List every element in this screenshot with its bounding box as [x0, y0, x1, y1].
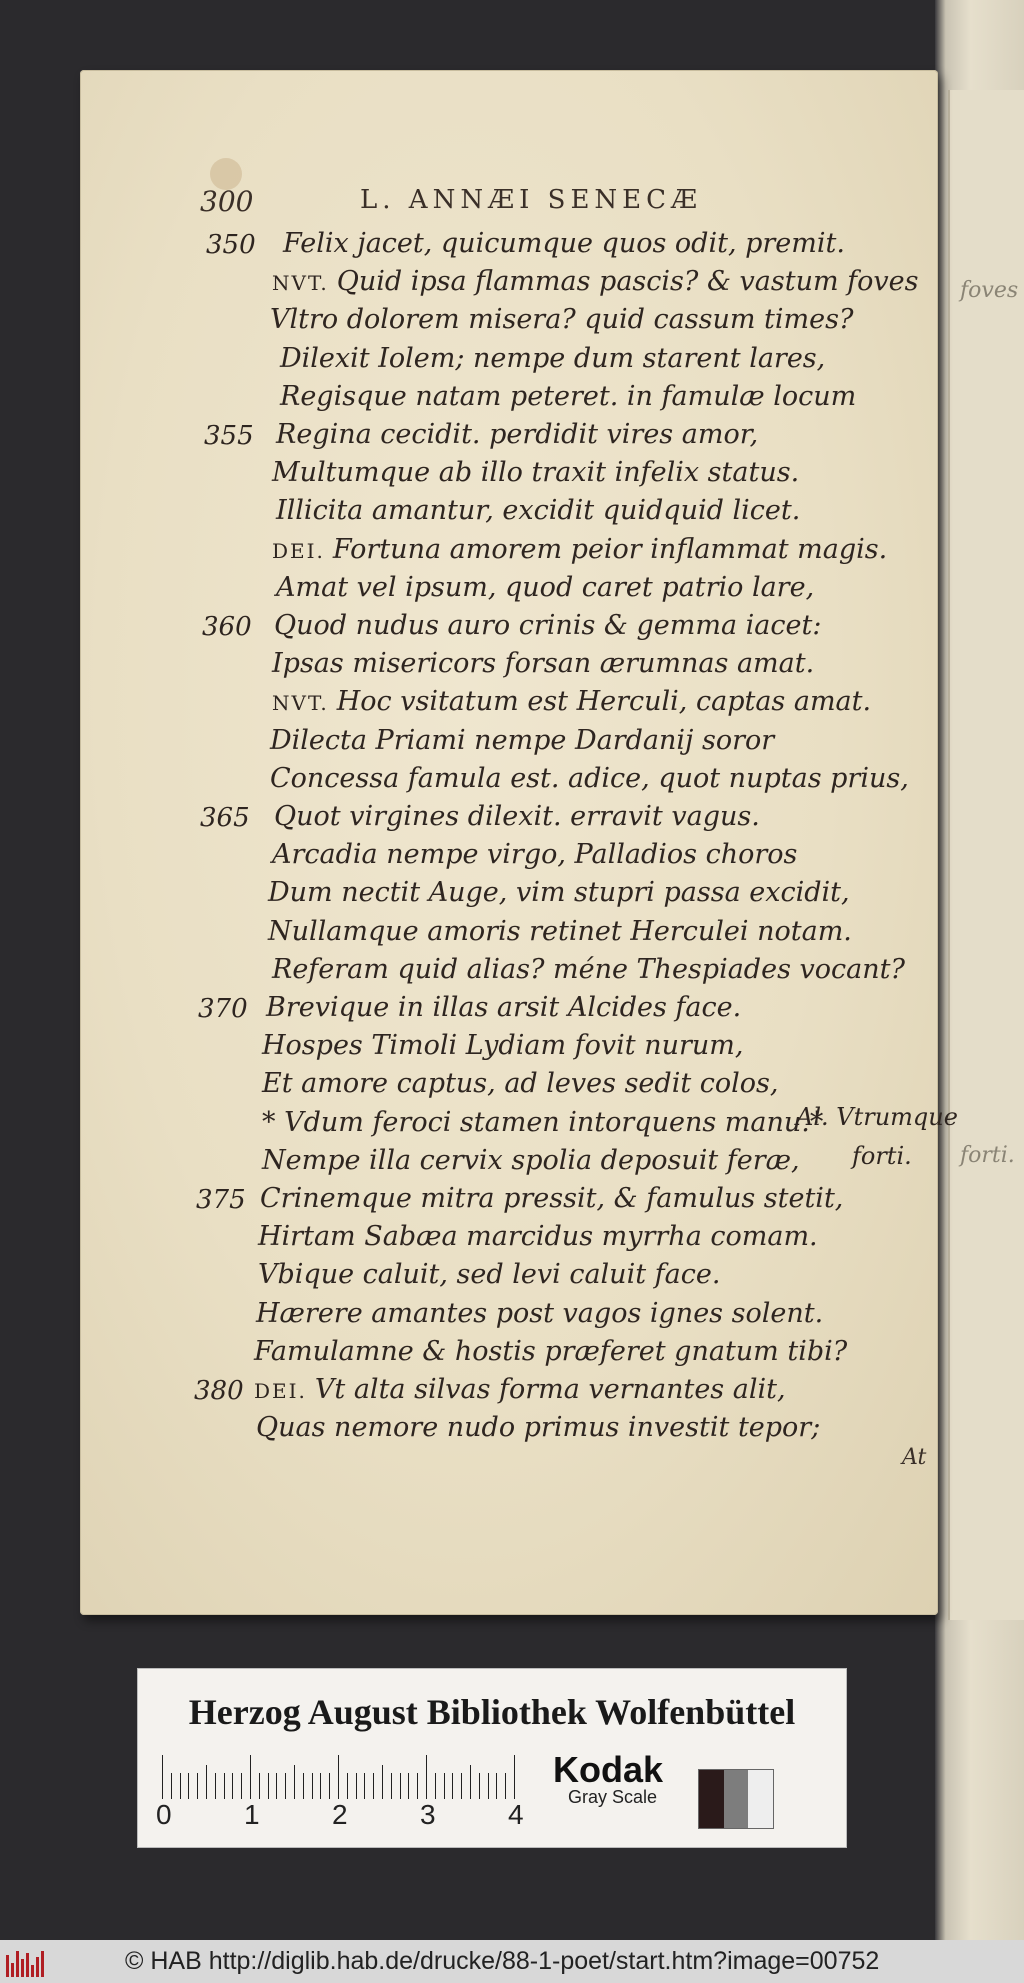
- ruler-tick: [215, 1773, 216, 1799]
- verse-text: Regisque natam peteret. in famulæ locum: [280, 380, 857, 412]
- verse-line: [268, 877, 908, 908]
- line-number: 380: [194, 1376, 244, 1406]
- verse-line: [274, 610, 914, 641]
- hab-logo-icon: [6, 1947, 46, 1977]
- ruler-tick: [496, 1773, 497, 1799]
- verse-text: Brevique in illas arsit Alcides face.: [266, 992, 742, 1023]
- verse-line: [272, 534, 912, 565]
- verse-text: Ipsas misericors forsan ærumnas amat.: [272, 648, 815, 680]
- verse-text: Dilecta Priami nempe Dardanij soror: [270, 724, 775, 756]
- verse-line: [262, 1145, 902, 1176]
- ruler-tick: [435, 1773, 436, 1799]
- ruler-tick: [197, 1773, 198, 1799]
- verse-line: [256, 1412, 896, 1443]
- ruler-number: 0: [156, 1799, 172, 1830]
- verse-text: * Vdum feroci stamen intorquens manu.*: [262, 1106, 824, 1138]
- verse-text: Crinemque mitra pressit, & famulus stetit,: [260, 1183, 844, 1214]
- verse-line: [256, 1298, 896, 1329]
- library-label-card: [137, 1668, 847, 1848]
- verse-line: [272, 686, 912, 717]
- verse-line: [272, 266, 919, 298]
- ruler-tick: [241, 1773, 242, 1799]
- verse-text: Felix jacet, quicumque quos odit, premit.: [283, 228, 845, 259]
- footer-bar: [0, 1940, 1024, 1983]
- verse-line: [280, 343, 920, 374]
- ruler-tick: [426, 1755, 427, 1799]
- ruler-tick: [382, 1765, 383, 1799]
- ruler-tick: [259, 1773, 260, 1799]
- ruler-tick: [470, 1765, 471, 1799]
- ruler-tick: [479, 1773, 480, 1799]
- verse-line: [272, 839, 912, 870]
- speaker-name: NVT.: [272, 271, 329, 296]
- ruler-number: 3: [420, 1799, 436, 1830]
- page-header: [200, 185, 760, 218]
- line-number: 365: [200, 803, 250, 833]
- facing-page-edge: [948, 90, 1024, 1620]
- line-number: 350: [206, 230, 256, 260]
- verse-text: Quod nudus auro crinis & gemma iacet:: [274, 610, 822, 641]
- verse-text: Arcadia nempe virgo, Palladios choros: [272, 839, 798, 871]
- line-number: 360: [202, 612, 252, 642]
- verse-line: [272, 457, 912, 488]
- ruler-number: 2: [332, 1799, 348, 1830]
- verse-text: Vbique caluit, sed levi caluit face.: [258, 1259, 721, 1291]
- verse-text: Fortuna amorem peior inflammat magis.: [332, 533, 888, 565]
- verse-line: [276, 495, 916, 526]
- verse-line: [266, 992, 906, 1023]
- ruler-tick: [250, 1755, 251, 1799]
- running-head: L. ANNÆI SENECÆ: [360, 185, 703, 215]
- ruler-tick: [285, 1773, 286, 1799]
- verse-text: Multumque ab illo traxit infelix status.: [272, 457, 800, 489]
- verse-line: [258, 1221, 898, 1252]
- speaker-name: DEI.: [272, 538, 325, 563]
- verse-text: Hærere amantes post vagos ignes solent.: [256, 1297, 824, 1329]
- gray-scale-label: Gray Scale: [568, 1787, 658, 1807]
- verse-line: [254, 1336, 894, 1367]
- verse-line: [254, 1374, 894, 1405]
- gray-scale-swatch: [698, 1769, 774, 1829]
- verse-line: [283, 228, 923, 259]
- ruler-tick: [452, 1773, 453, 1799]
- ruler-tick: [329, 1773, 330, 1799]
- ruler-number: 1: [244, 1799, 260, 1830]
- ruler-tick: [232, 1773, 233, 1799]
- ruler-tick: [276, 1773, 277, 1799]
- facing-page-note: foves: [960, 278, 1019, 303]
- margin-note: Al. Vtrumque: [796, 1103, 958, 1131]
- verse-text: Referam quid alias? méne Thespiades vocant?: [272, 953, 905, 985]
- ruler-tick: [408, 1773, 409, 1799]
- verse-line: [260, 1183, 900, 1214]
- verse-text: Hirtam Sabæa marcidus myrrha comam.: [258, 1221, 818, 1253]
- ruler-tick: [303, 1773, 304, 1799]
- verse-line: [276, 419, 916, 450]
- catchword: At: [902, 1445, 927, 1470]
- verse-text: Nullamque amoris retinet Herculei notam.: [268, 915, 852, 947]
- verse-line: [268, 916, 908, 947]
- ruler-tick: [188, 1773, 189, 1799]
- verse-line: [262, 1068, 902, 1099]
- verse-text: Nempe illa cervix spolia deposuit feræ,: [262, 1144, 800, 1176]
- verse-line: [262, 1030, 902, 1061]
- ruler-tick: [488, 1773, 489, 1799]
- verse-text: Illicita amantur, excidit quidquid licet.: [276, 495, 801, 527]
- verse-line: [258, 1259, 898, 1290]
- ruler-tick: [294, 1765, 295, 1799]
- ruler-tick: [206, 1765, 207, 1799]
- ruler-tick: [171, 1773, 172, 1799]
- ruler-tick: [444, 1773, 445, 1799]
- verse-text: Quot virgines dilexit. erravit vagus.: [274, 801, 760, 832]
- verse-line: [272, 648, 912, 679]
- verse-text: Amat vel ipsum, quod caret patrio lare,: [276, 571, 815, 603]
- margin-note: forti.: [852, 1142, 912, 1170]
- ruler-tick: [417, 1773, 418, 1799]
- ruler-tick: [356, 1773, 357, 1799]
- ruler-tick: [338, 1755, 339, 1799]
- ruler-tick: [391, 1773, 392, 1799]
- speaker-name: NVT.: [272, 691, 329, 716]
- verse-text: Quid ipsa flammas pascis? & vastum foves: [336, 266, 919, 298]
- verse-line: [274, 801, 914, 832]
- verse-text: Famulamne & hostis præferet gnatum tibi?: [254, 1335, 848, 1367]
- verse-text: Vltro dolorem misera? quid cassum times?: [270, 304, 854, 336]
- ruler-tick: [320, 1773, 321, 1799]
- ruler-tick: [224, 1773, 225, 1799]
- line-number: 370: [198, 994, 248, 1024]
- verse-line: [280, 381, 920, 412]
- ruler-tick: [514, 1755, 515, 1799]
- line-number: 375: [196, 1185, 246, 1215]
- verse-text: Vt alta silvas forma vernantes alit,: [314, 1374, 786, 1405]
- speaker-name: DEI.: [254, 1379, 307, 1403]
- ruler-tick: [364, 1773, 365, 1799]
- verse-line: [270, 763, 910, 794]
- ruler-tick: [400, 1773, 401, 1799]
- verse-text: Regina cecidit. perdidit vires amor,: [276, 419, 759, 450]
- library-name: Herzog August Bibliothek Wolfenbüttel: [188, 1692, 796, 1732]
- verse-text: Dum nectit Auge, vim stupri passa excidit,: [268, 877, 850, 909]
- facing-page-note: forti.: [960, 1143, 1015, 1168]
- verse-text: Et amore captus, ad leves sedit colos,: [262, 1068, 779, 1100]
- page-number: 300: [200, 185, 254, 218]
- ruler-tick: [180, 1773, 181, 1799]
- verse-text: Concessa famula est. adice, quot nuptas prius,: [270, 762, 909, 794]
- verse-text: Hospes Timoli Lydiam fovit nurum,: [262, 1030, 744, 1062]
- verse-line: [270, 725, 910, 756]
- ruler-tick: [312, 1773, 313, 1799]
- ruler-tick: [162, 1755, 163, 1799]
- ruler-tick: [347, 1773, 348, 1799]
- ruler-tick: [373, 1773, 374, 1799]
- ruler-tick: [268, 1773, 269, 1799]
- verse-text: Dilexit Iolem; nempe dum starent lares,: [280, 342, 826, 374]
- ruler-tick: [505, 1773, 506, 1799]
- verse-text: Hoc vsitatum est Herculi, captas amat.: [336, 686, 872, 718]
- ruler-number: 4: [508, 1799, 524, 1830]
- verse-line: [276, 572, 916, 603]
- verse-line: [270, 304, 910, 335]
- verse-text: Quas nemore nudo primus investit tepor;: [256, 1412, 821, 1444]
- line-number: 355: [204, 421, 254, 451]
- copyright-link[interactable]: © HAB http://diglib.hab.de/drucke/88-1-poet/start.htm?image=00752: [125, 1947, 880, 1975]
- kodak-logo: Kodak: [553, 1749, 664, 1790]
- verse-line: [272, 954, 912, 985]
- ruler-tick: [461, 1773, 462, 1799]
